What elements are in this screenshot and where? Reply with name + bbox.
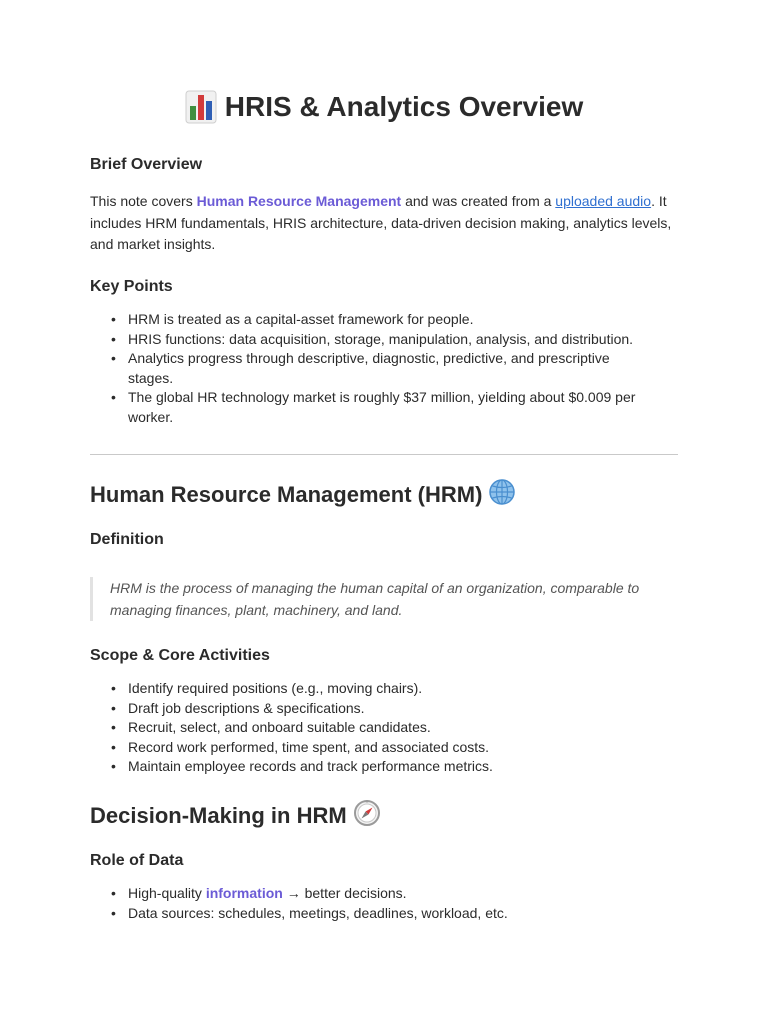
title-row: [90, 90, 678, 124]
definition-heading: Definition: [90, 531, 164, 548]
decision-heading-text: Decision-Making in HRM: [90, 803, 347, 828]
scope-list: [90, 679, 716, 777]
key-points-heading: Key Points: [90, 278, 173, 295]
brief-text-1: This note covers: [90, 193, 197, 209]
bar-chart-icon: [185, 90, 217, 124]
information-highlight: information: [205, 885, 283, 901]
section-divider: [90, 454, 678, 455]
item-text-post: → better decisions.: [282, 885, 407, 901]
list-item: • Identify required positions (e.g., moving chairs).: [128, 679, 640, 699]
brief-text-2: and was created from a: [401, 193, 556, 209]
list-item: • Analytics progress through descriptive, diagnostic, predictive, and prescriptive stages.: [128, 349, 640, 388]
list-item: • The global HR technology market is roughly $37 million, yielding about $0.009 per worker.: [128, 388, 640, 427]
list-item: • Draft job descriptions & specifications.: [128, 699, 640, 719]
hrm-highlight: Human Resource Management: [196, 193, 402, 209]
brief-overview-text: [90, 191, 678, 256]
item-text-pre: High-quality: [128, 885, 206, 901]
list-item: • Data sources: schedules, meetings, deadlines, workload, etc.: [128, 904, 640, 924]
decision-heading: [90, 799, 381, 833]
list-item: • HRIS functions: data acquisition, storage, manipulation, analysis, and distribution.: [128, 330, 640, 350]
compass-icon: [353, 799, 381, 833]
key-points-list: [90, 310, 716, 428]
hrm-heading-text: Human Resource Management (HRM): [90, 482, 483, 507]
list-item: [128, 884, 640, 904]
list-item: • HRM is treated as a capital-asset framework for people.: [128, 310, 640, 330]
list-item: • Recruit, select, and onboard suitable candidates.: [128, 718, 640, 738]
hrm-heading: [90, 478, 516, 512]
list-item: • Maintain employee records and track performance metrics.: [128, 757, 640, 777]
role-of-data-list: [90, 884, 716, 923]
list-item: • Record work performed, time spent, and associated costs.: [128, 738, 640, 758]
scope-heading: Scope & Core Activities: [90, 647, 270, 664]
brief-text-3: . It includes HRM fundamentals, HRIS architecture, data-driven decision making, analytics levels, and market insights.: [90, 193, 672, 252]
brief-overview-heading: Brief Overview: [90, 156, 203, 173]
role-of-data-heading: Role of Data: [90, 852, 184, 869]
definition-text: HRM is the process of managing the human capital of an organization, comparable to managing finances, plant, machinery, and land.: [110, 580, 640, 618]
globe-icon: [488, 478, 516, 512]
uploaded-audio-link[interactable]: uploaded audio: [555, 193, 652, 209]
definition-quote: [90, 577, 698, 621]
page-title: HRIS & Analytics Overview: [224, 91, 584, 122]
